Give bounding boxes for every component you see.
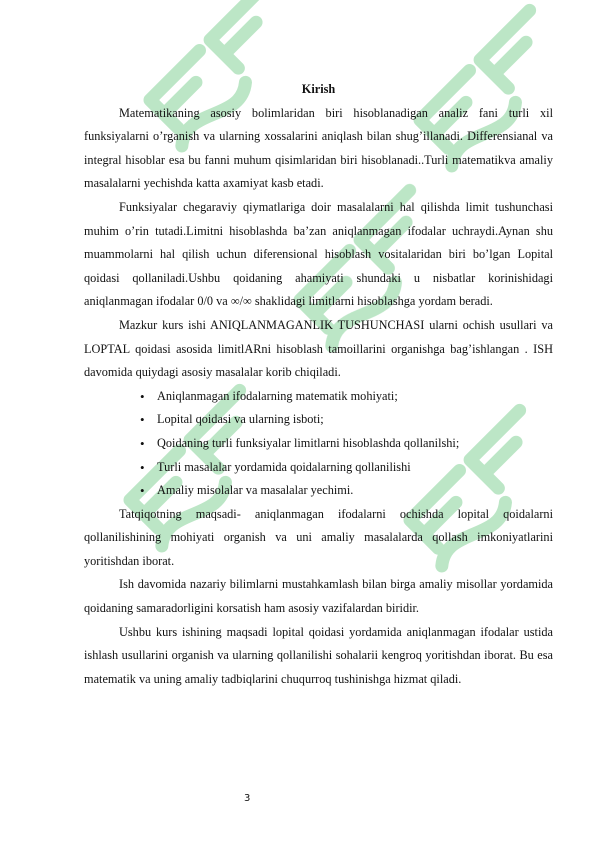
list-item: • Aniqlanmagan ifodalarning matematik mohiyati; [84,385,553,409]
paragraph: Mazkur kurs ishi ANIQLANMAGANLIK TUSHUNCHASI ularni ochish usullari va LOPTAL qoidasi asosida limitlARni hisoblash tamoillarini organishga bag’ishlangan . ISH davomida quiydagi asosiy masalalar korib chiqiladi. [84,317,553,380]
paragraph: Matematikaning asosiy bolimlaridan biri hisoblanadigan analiz fani turli xil funksiyalarni o’rganish va ularning xossalarini aniqlash bilan shug’illanadi. Differensianal va integral hisoblar esa bu fanni muhum qisimlaridan biri hisoblanadi..Turli matematikva amaliy masalalarni yechishda katta axamiyat kasb etadi. [84,105,553,191]
page-title: Kirish [301,82,336,96]
list-item: • Lopital qoidasi va ularning isboti; [84,408,553,432]
page-number: 3 [244,793,251,804]
paragraph: Funksiyalar chegaraviy qiymatlariga doir masalalarni hal qilishda limit tushunchasi muhim o’rin tutadi.Limitni hisoblashda ba’zan aniqlanmagan ifodalar uchraydi.Aynan shu muammolarni hal qilish uchun diferensional hisoblash vositalaridan biri bo’lgan Lopital qoidasi qollaniladi.Ushbu qoidaning ahamiyati shundaki u nisbatlar korinishidagi aniqlanmagan ifodalar 0/0 va ∞/∞ shaklidagi limitlarni hisoblashga yordam beradi. [84,199,553,309]
document-page [84,78,553,691]
bullet-list [84,385,553,503]
paragraph: Ish davomida nazariy bilimlarni mustahkamlash bilan birga amaliy misollar yordamida qoidaning samaradorligini korsatish ham asosiy vazifalardan biridir. [84,577,553,616]
list-item: • Amaliy misolalar va masalalar yechimi. [84,479,553,503]
list-item: • Qoidaning turli funksiyalar limitlarni hisoblashda qollanilshi; [84,432,553,456]
paragraph: Tatqiqotning maqsadi- aniqlanmagan ifodalarni ochishda lopital qoidalarni qollanilishining mohiyati organish va uni amaliy masalalarda qollash imkoniyatlarini yoritishdan iborat. [84,506,553,568]
list-item: • Turli masalalar yordamida qoidalarning qollanilishi [84,456,553,480]
paragraph: Ushbu kurs ishining maqsadi lopital qoidasi yordamida aniqlanmagan ifodalar ustida ishlash usullarini organish va ularning qollanilishi sohalarii kengroq yoritishdan iborat. Bu esa matematik va uning amaliy tadbiqlarini chuqurroq tushinishga hizmat qiladi. [84,624,553,686]
